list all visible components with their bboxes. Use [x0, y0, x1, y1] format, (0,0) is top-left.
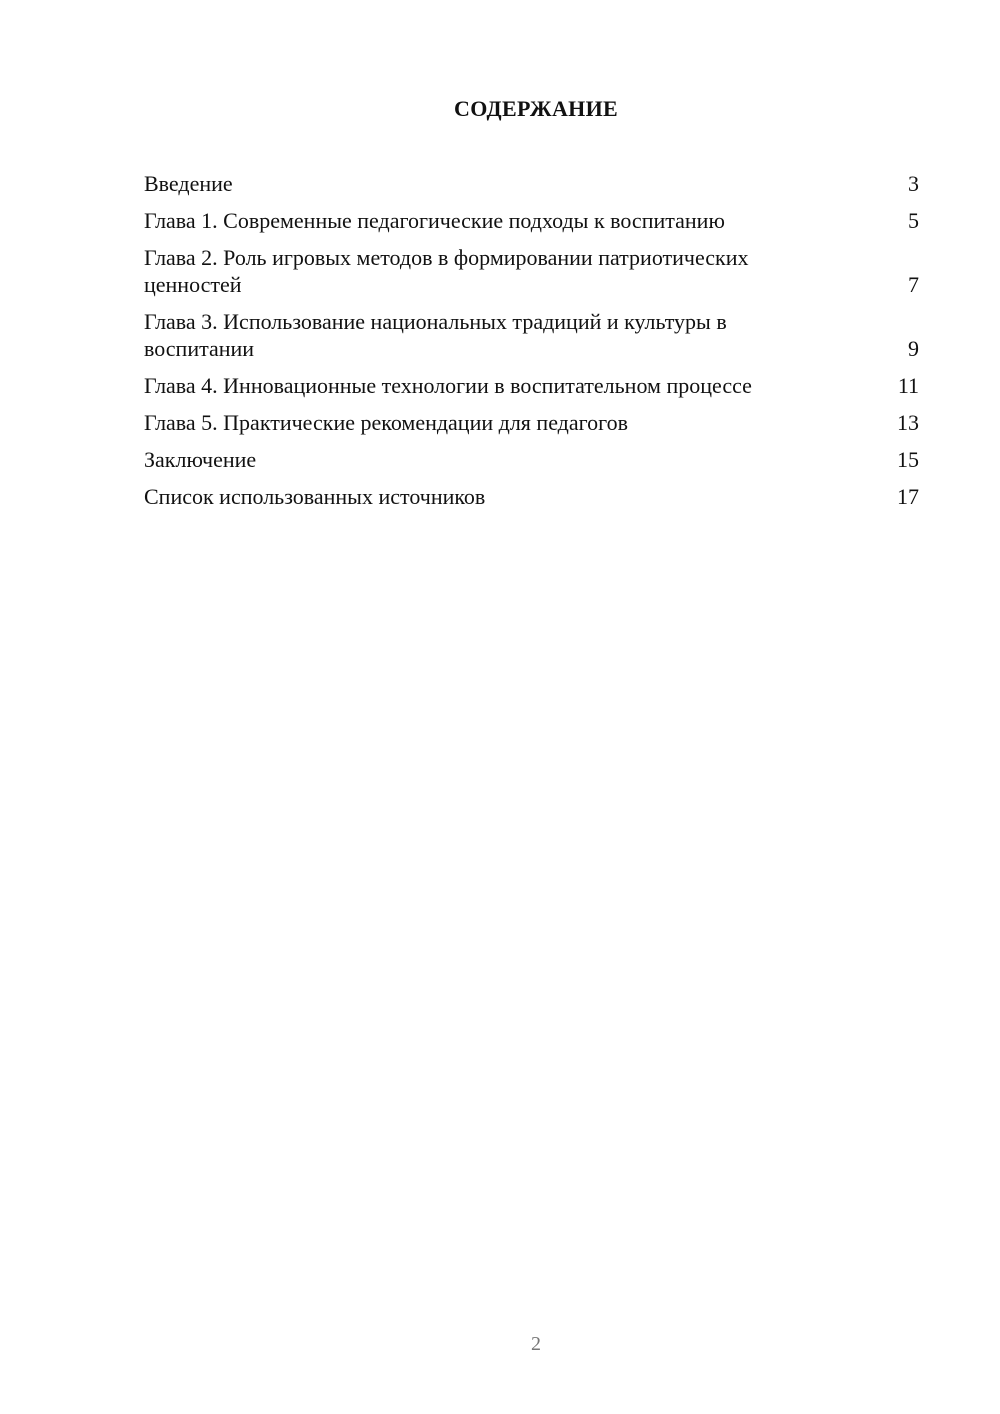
toc-entry-text: Введение: [144, 171, 233, 196]
toc-entry-chapter-1[interactable]: [144, 207, 919, 234]
toc-entry-page: 7: [908, 272, 919, 297]
toc-entry-chapter-3[interactable]: [144, 308, 919, 362]
page-number: 2: [531, 1333, 541, 1355]
toc-entry-text: Глава 5. Практические рекомендации для педагогов: [144, 410, 628, 435]
toc-entry-text: Глава 2. Роль игровых методов в формировании патриотических ценностей: [144, 245, 749, 297]
toc-entry-conclusion[interactable]: [144, 446, 919, 473]
toc-entry-page: 9: [908, 336, 919, 361]
toc-entry-chapter-4[interactable]: [144, 372, 919, 399]
toc-entry-text: Глава 3. Использование национальных традиций и культуры в воспитании: [144, 309, 727, 361]
toc-entry-text: Глава 1. Современные педагогические подходы к воспитанию: [144, 208, 725, 233]
toc-entry-page: 17: [897, 484, 919, 509]
toc-entry-page: 13: [897, 410, 919, 435]
toc-entry-text: Список использованных источников: [144, 484, 486, 509]
toc-entry-references[interactable]: [144, 483, 919, 510]
toc-entry-page: 11: [897, 373, 919, 398]
toc-entry-text: Глава 4. Инновационные технологии в воспитательном процессе: [144, 373, 752, 398]
toc-entry-page: 15: [897, 447, 919, 472]
table-of-contents: [144, 170, 919, 520]
toc-title: СОДЕРЖАНИЕ: [454, 96, 618, 121]
toc-entry-page: 5: [908, 208, 919, 233]
toc-entry-chapter-2[interactable]: [144, 244, 919, 298]
toc-entry-introduction[interactable]: [144, 170, 919, 197]
toc-entry-page: 3: [908, 171, 919, 196]
toc-entry-chapter-5[interactable]: [144, 409, 919, 436]
toc-entry-text: Заключение: [144, 447, 257, 472]
